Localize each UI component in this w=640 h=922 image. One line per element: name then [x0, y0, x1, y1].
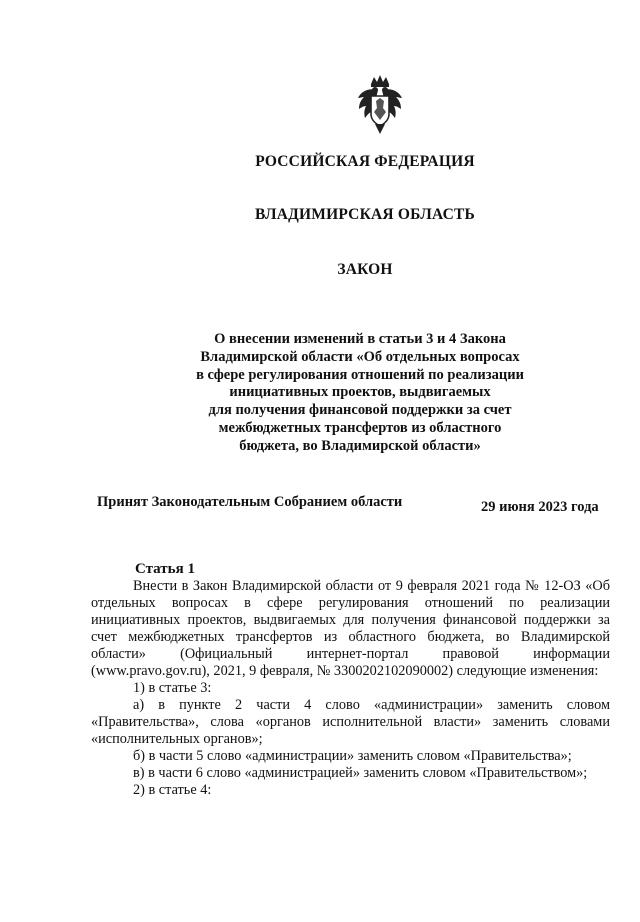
- document-type-heading: ЗАКОН: [337, 261, 393, 278]
- adopted-by: Принят Законодательным Собранием области: [97, 494, 403, 510]
- title-line: для получения финансовой поддержки за счет: [208, 402, 512, 419]
- title-line: в сфере регулирования отношений по реализации: [196, 366, 524, 383]
- title-line: бюджета, во Владимирской области»: [239, 437, 481, 454]
- article-intro: Внести в Закон Владимирской области от 9 февраля 2021 года № 12-ОЗ «Об отдельных вопросах в сфере регулирования отношений по реализации инициативных проектов, выдвигаемых для получения финансовой поддержки за счет межбюджетных трансфертов из областного бюджета, во Владимирской области» (Официальный интернет-портал правовой информации (www.pravo.gov.ru), 2021, 9 февраля, № 3300202102090002) следующие изменения:: [91, 578, 610, 679]
- list-item: 2) в статье 4:: [133, 782, 212, 798]
- region-heading: ВЛАДИМИРСКАЯ ОБЛАСТЬ: [255, 206, 475, 223]
- list-item: а) в пункте 2 части 4 слово «администрации» заменить словом «Правительства», слова «органов исполнительной власти» заменить словами «исполнительных органов»;: [91, 697, 610, 747]
- title-line: инициативных проектов, выдвигаемых: [229, 384, 491, 401]
- list-item: б) в части 5 слово «администрации» заменить словом «Правительства»;: [133, 748, 572, 764]
- adoption-date: 29 июня 2023 года: [481, 499, 599, 515]
- title-line: О внесении изменений в статьи 3 и 4 Закона: [214, 331, 506, 347]
- list-item: 1) в статье 3:: [133, 680, 212, 696]
- article-body: [91, 578, 610, 799]
- list-item: в) в части 6 слово «администрацией» заменить словом «Правительством»;: [133, 765, 588, 781]
- coat-of-arms-icon: [356, 74, 404, 136]
- article-heading: Статья 1: [135, 561, 195, 577]
- country-heading: РОССИЙСКАЯ ФЕДЕРАЦИЯ: [255, 153, 475, 170]
- title-line: межбюджетных трансфертов из областного: [218, 419, 502, 436]
- title-line: Владимирской области «Об отдельных вопросах: [200, 348, 520, 365]
- law-title: [175, 331, 545, 456]
